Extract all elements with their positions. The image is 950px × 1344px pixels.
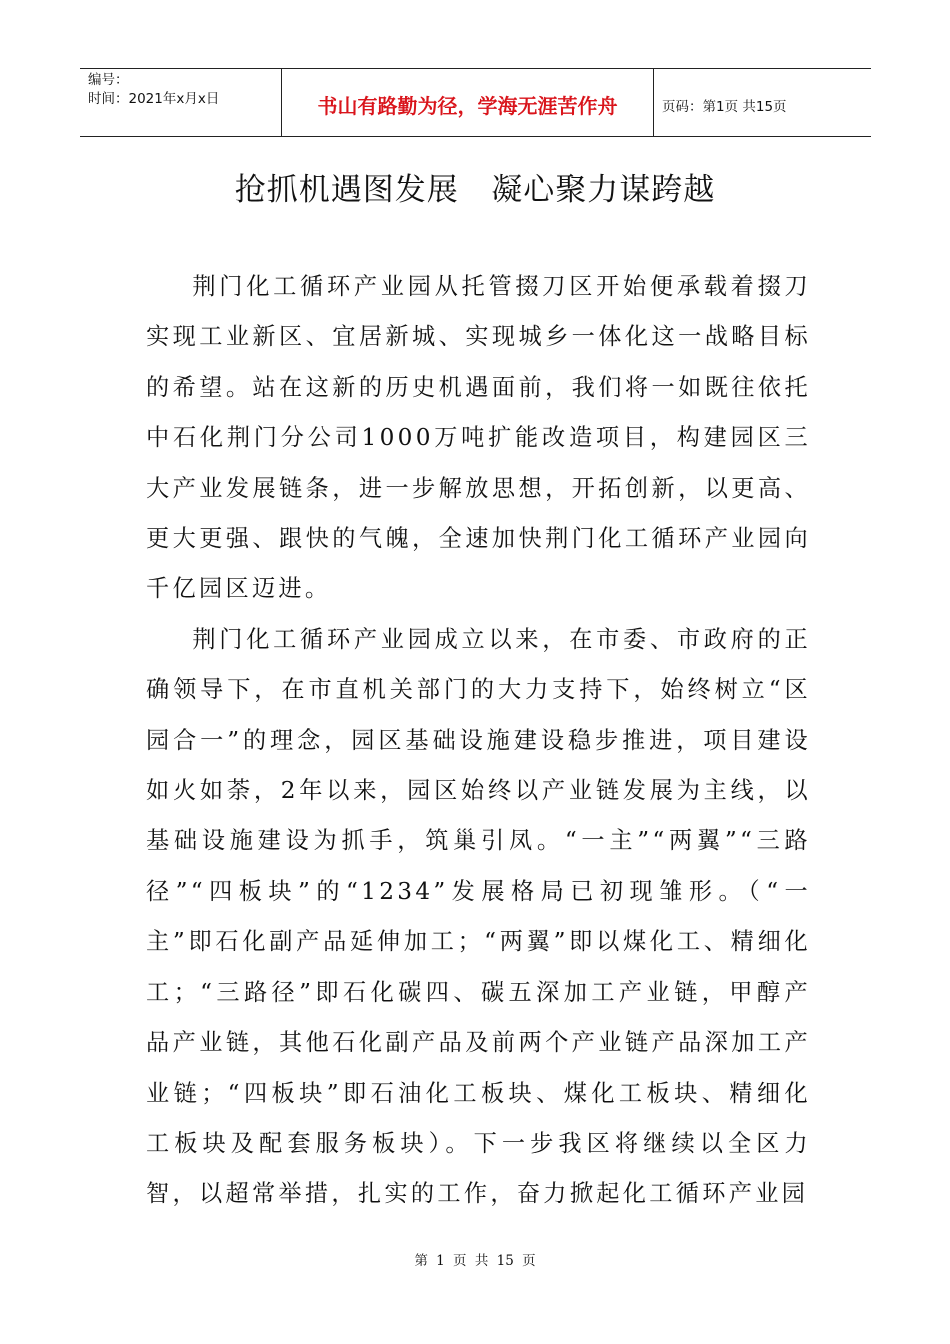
document-body: [146, 262, 811, 1220]
page-footer: 第 1 页 共 15 页: [414, 1253, 536, 1269]
document-title: 抢抓机遇图发展 凝心聚力谋跨越: [234, 172, 716, 208]
date-label: 时间：2021年x月x日: [88, 91, 220, 107]
paragraph: 荆门化工循环产业园成立以来，在市委、市政府的正确领导下，在市直机关部门的大力支持下，始终树立“区园合一”的理念，园区基础设施建设稳步推进，项目建设如火如荼，2年以来，园区始终以产业链发展为主线，以基础设施建设为抓手，筑巢引凤。“一主”“两翼”“三路径”“四板块”的“1234”发展格局已初现雏形。（“一主”即石化副产品延伸加工；“两翼”即以煤化工、精细化工；“三路径”即石化碳四、碳五深加工产业链，甲醇产品产业链，其他石化副产品及前两个产业链产品深加工产业链；“四板块”即石油化工板块、煤化工板块、精细化工板块及配套服务板块）。下一步我区将继续以全区力智，以超常举措，扎实的工作，奋力掀起化工循环产业园: [146, 625, 811, 1208]
header-meta: [80, 69, 282, 136]
header-page-info: 页码：第1页 共15页: [662, 98, 787, 115]
paragraph: 荆门化工循环产业园从托管掇刀区开始便承载着掇刀实现工业新区、宜居新城、实现城乡一体化这一战略目标的希望。站在这新的历史机遇面前，我们将一如既往依托中石化荆门分公司1000万吨扩能改造项目，构建园区三大产业发展链条，进一步解放思想，开拓创新，以更高、更大更强、跟快的气魄，全速加快荆门化工循环产业园向千亿园区迈进。: [146, 273, 811, 603]
document-header: [80, 68, 871, 137]
serial-label: 编号：: [88, 72, 129, 88]
header-motto: 书山有路勤为径，学海无涯苦作舟: [282, 69, 654, 136]
